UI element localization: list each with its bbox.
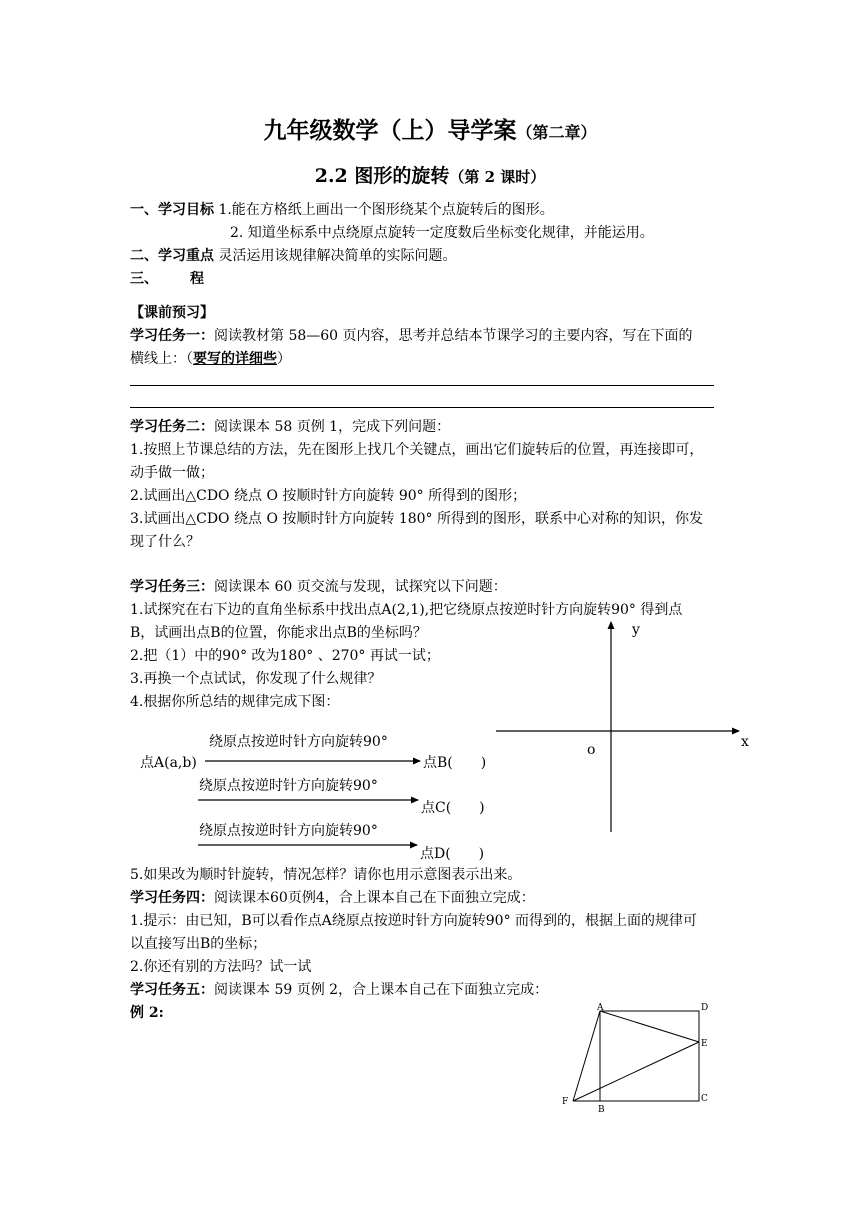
task1-emphasis: 要写的详细些 (193, 351, 277, 367)
focus-label: 二、学习重点 (130, 248, 214, 264)
task2-q3b: 现了什么？ (130, 534, 200, 550)
task5-text: 阅读课本 59 页例 2，合上课本自己在下面独立完成： (214, 982, 549, 998)
task4-text: 阅读课本60页例4，合上课本自己在下面独立完成： (214, 890, 535, 906)
task2-q2: 2.试画出△CDO 绕点 O 按顺时针方向旋转 90° 所得到的图形； (130, 488, 527, 504)
task2-label: 学习任务二： (130, 419, 214, 435)
task3-q1a: 1.试探究在右下边的直角坐标系中找出点A(2,1),把它绕原点按逆时针方向旋转90° 得到点 (130, 602, 683, 618)
task4-q2: 2.你还有别的方法吗？试一试 (130, 959, 312, 975)
flow-result-c: 点C( ) (421, 800, 485, 816)
task3-q1b: B，试画出点B的位置，你能求出点B的坐标吗？ (130, 625, 427, 641)
flow-step-label-3: 绕原点按逆时针方向旋转90° (199, 823, 378, 839)
point-label-c: C (701, 1094, 708, 1104)
subtitle-main: 2.2 图形的旋转 (314, 165, 450, 187)
flow-step-label-1: 绕原点按逆时针方向旋转90° (209, 734, 388, 750)
point-label-e: E (701, 1039, 708, 1049)
rectangle-abcd (600, 1011, 699, 1101)
process-label-b: 程 (190, 271, 204, 287)
task2-q1b: 动手做一做； (130, 465, 214, 481)
task2-q1a: 1.按照上节课总结的方法，先在图形上找几个关键点，画出它们旋转后的位置，再连接即可， (130, 442, 704, 458)
task1-line2-suffix: ） (277, 351, 291, 367)
point-label-f: F (562, 1097, 569, 1107)
flow-result-d: 点D( ) (420, 846, 485, 862)
task5-example: 例 2: (130, 1005, 164, 1021)
process-label-a: 三、 (130, 271, 158, 287)
goals-item-2: 2. 知道坐标系中点绕原点旋转一定度数后坐标变化规律，并能运用。 (230, 225, 654, 241)
task4-q1a: 1.提示：由已知，B可以看作点A绕原点按逆时针方向旋转90° 而得到的，根据上面的规律可 (130, 913, 698, 929)
point-label-a: A (597, 1003, 604, 1013)
task1-line2-prefix: 横线上：（ (130, 351, 193, 367)
task4-line-1 (130, 887, 535, 907)
flow-start: 点A(a,b) (140, 755, 197, 771)
goals-label: 一、学习目标 (130, 202, 214, 218)
task5-label: 学习任务五： (130, 982, 214, 998)
task4-q1b: 以直接写出B的坐标； (130, 936, 267, 952)
title-suffix: （第二章） (516, 123, 597, 142)
segment-ae (600, 1011, 699, 1042)
task3-label: 学习任务三： (130, 579, 214, 595)
task3-q4: 4.根据你所总结的规律完成下图： (130, 694, 340, 710)
task3-q2: 2.把（1）中的90° 改为180° 、270° 再试一试； (130, 648, 440, 664)
task3-q5: 5.如果改为顺时针旋转，情况怎样？请你也用示意图表示出来。 (130, 867, 522, 883)
task5-line-1 (130, 979, 548, 999)
focus-text: 灵活运用该规律解决简单的实际问题。 (214, 248, 457, 264)
task2-text: 阅读课本 58 页例 1，完成下列问题： (214, 419, 451, 435)
preview-heading: 【课前预习】 (130, 305, 214, 321)
title-main: 九年级数学（上）导学案 (263, 117, 517, 144)
goals-item-1: 1.能在方格纸上画出一个图形绕某个点旋转后的图形。 (214, 202, 554, 218)
rectangle-figure (573, 1011, 699, 1101)
origin-label: o (587, 742, 596, 758)
task2-q3a: 3.试画出△CDO 绕点 O 按顺时针方向旋转 180° 所得到的图形，联系中心对称的知识，你发 (130, 511, 703, 527)
task1-text: 阅读教材第 58—60 页内容，思考并总结本节课学习的主要内容，写在下面的 (214, 328, 693, 344)
task4-label: 学习任务四： (130, 890, 214, 906)
segment-fe (573, 1042, 699, 1101)
flow-step-label-2: 绕原点按逆时针方向旋转90° (199, 778, 378, 794)
subtitle-suffix: （第 2 课时） (449, 168, 546, 186)
x-axis-label: x (741, 734, 749, 750)
segment-fa (573, 1011, 600, 1101)
task3-text: 阅读课本 60 页交流与发现，试探究以下问题： (214, 579, 507, 595)
task1-label: 学习任务一： (130, 328, 214, 344)
point-label-d: D (701, 1003, 709, 1013)
point-label-b: B (598, 1105, 605, 1115)
y-axis-label: y (632, 622, 640, 638)
flow-result-b: 点B( ) (423, 755, 487, 771)
task3-q3: 3.再换一个点试试，你发现了什么规律？ (130, 671, 382, 687)
